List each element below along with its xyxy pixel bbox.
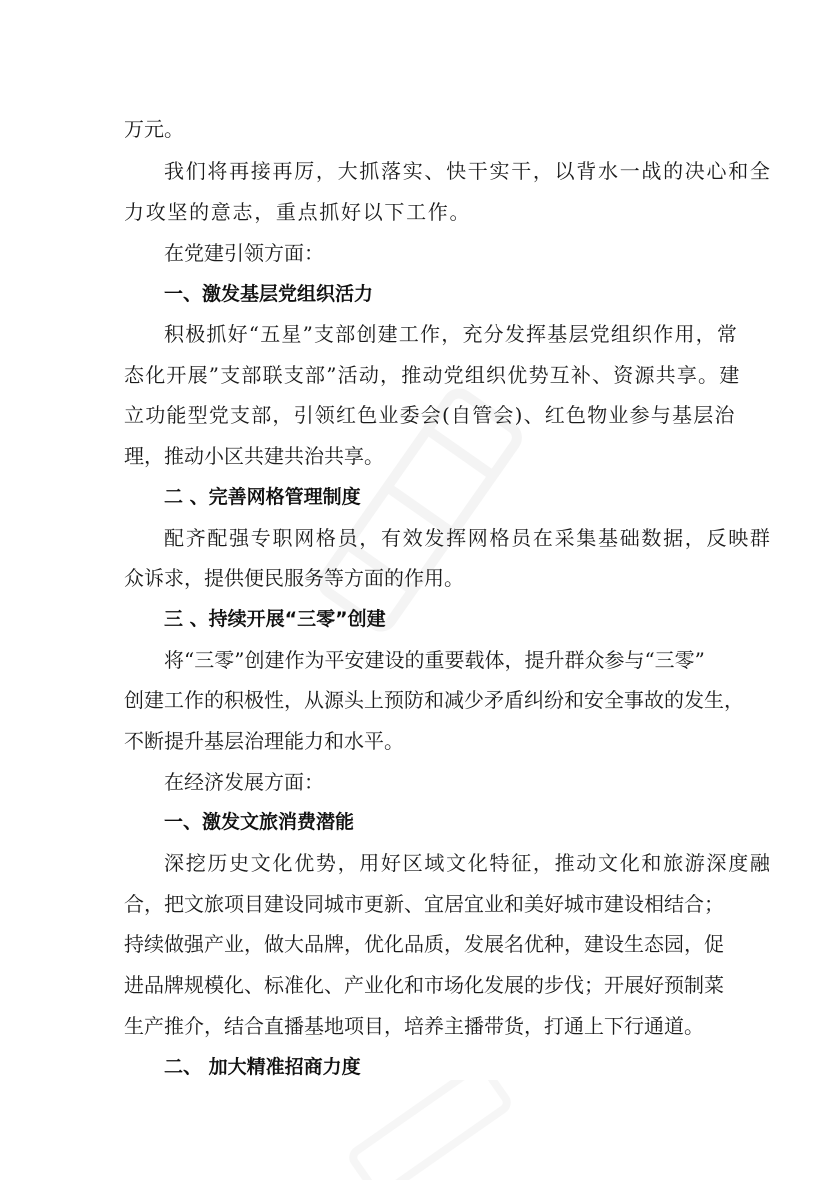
paragraph-intro-tail: 万元。 bbox=[124, 117, 184, 141]
paragraph-party-3-line-3: 不断提升基层治理能力和水平。 bbox=[124, 729, 404, 753]
section-economic-development: 在经济发展方面： bbox=[164, 770, 324, 794]
heading-party-2: 二 、完善网格管理制度 bbox=[164, 486, 361, 508]
paragraph-party-1-line-1: 积极抓好“五星”支部创建工作，充分发挥基层党组织作用，常 bbox=[164, 322, 739, 346]
paragraph-party-1-line-4: 理，推动小区共建共治共享。 bbox=[124, 444, 384, 468]
heading-party-3: 三 、持续开展“三零”创建 bbox=[164, 608, 386, 630]
paragraph-econ-1-line-2: 合，把文旅项目建设同城市更新、宜居宜业和美好城市建设相结合； bbox=[124, 892, 724, 916]
paragraph-party-1-line-3: 立功能型党支部，引领红色业委会(自管会)、红色物业参与基层治 bbox=[124, 403, 736, 427]
paragraph-party-2-line-2: 众诉求，提供便民服务等方面的作用。 bbox=[124, 566, 464, 590]
paragraph-econ-1-line-3: 持续做强产业，做大品牌，优化品质，发展名优种，建设生态园，促 bbox=[124, 932, 724, 956]
paragraph-econ-1-line-5: 生产推介，结合直播基地项目，培养主播带货，打通上下行通道。 bbox=[124, 1014, 704, 1038]
paragraph-econ-1-line-4: 进品牌规模化、标准化、产业化和市场化发展的步伐；开展好预制菜 bbox=[124, 973, 724, 997]
paragraph-party-1-line-2: 态化开展”支部联支部”活动，推动党组织优势互补、资源共享。建 bbox=[124, 363, 741, 387]
paragraph-econ-1-line-1: 深挖历史文化优势，用好区域文化特征，推动文化和旅游深度融 bbox=[164, 851, 772, 875]
paragraph-intro-line-1: 我们将再接再厉，大抓落实、快干实干，以背水一战的决心和全 bbox=[164, 159, 772, 183]
paragraph-party-3-line-1: 将“三零”创建作为平安建设的重要载体，提升群众参与“三零” bbox=[164, 648, 705, 672]
paragraph-party-3-line-2: 创建工作的积极性，从源头上预防和减少矛盾纠纷和安全事故的发生， bbox=[124, 688, 744, 712]
section-party-building: 在党建引领方面： bbox=[164, 241, 324, 265]
watermark-logo-bottom bbox=[330, 1080, 530, 1180]
heading-econ-1: 一、激发文旅消费潜能 bbox=[164, 811, 355, 833]
heading-econ-2: 二、 加大精准招商力度 bbox=[164, 1056, 361, 1078]
paragraph-party-2-line-1: 配齐配强专职网格员，有效发挥网格员在采集基础数据，反映群 bbox=[164, 526, 772, 550]
heading-party-1: 一、激发基层党组织活力 bbox=[164, 283, 374, 305]
paragraph-intro-line-2: 力攻坚的意志，重点抓好以下工作。 bbox=[124, 200, 472, 224]
